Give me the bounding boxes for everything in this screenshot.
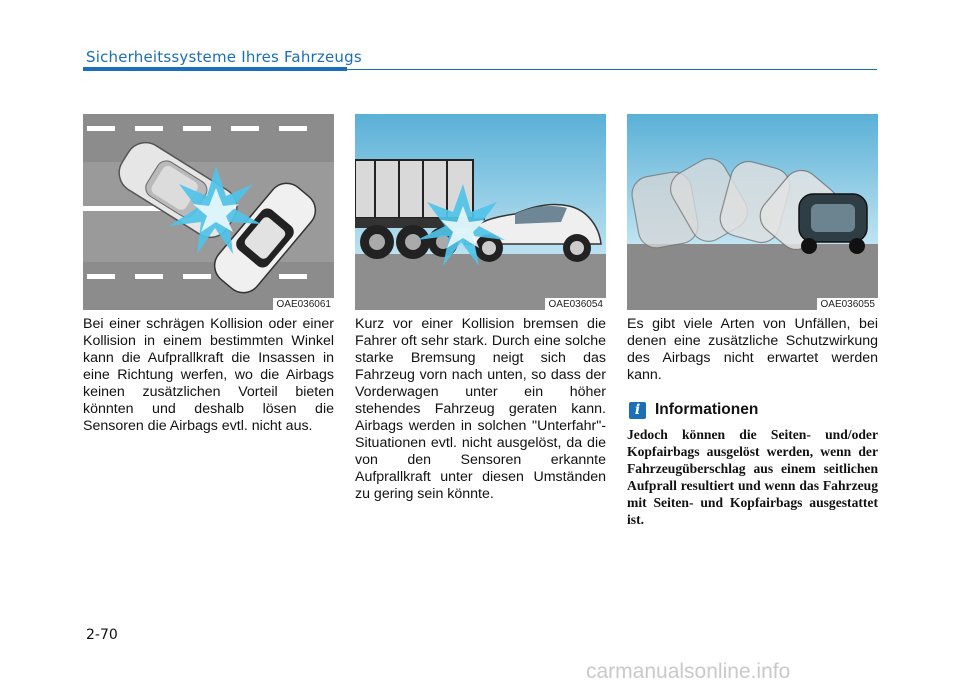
- info-header: [629, 399, 758, 421]
- info-icon: i: [629, 402, 646, 419]
- rollover-illustration: [627, 114, 878, 310]
- figure-code: OAE036054: [545, 298, 607, 310]
- column-2-text: Kurz vor einer Kollision bremsen die Fahrer oft sehr stark. Durch eine solche starke Bremsung neigt sich das Fahrzeug vorn nach unten, so dass der Vorderwagen unter ein höher stehendes Fahrzeug geraten kann. Airbags werden in solchen "Unterfahr"- Situationen evtl. nicht ausgelöst, da die von den Sensoren erkannte Aufprallkraft unter diesen Umständen zu gering sein könnte.: [355, 316, 606, 502]
- column-1-text: Bei einer schrägen Kollision oder einer Kollision in einem bestimmten Winkel kann die Aufprallkraft die Insassen in eine Richtung werfen, wo die Airbags keinen zusätzlichen Vorteil bieten könnten und deshalb lösen die Sensoren die Airbags evtl. nicht aus.: [83, 316, 334, 434]
- page-number: 2-70: [86, 627, 118, 643]
- underride-illustration: [355, 114, 606, 310]
- info-body: Jedoch können die Seiten- und/oder Kopfairbags ausgelöst werden, wenn der Fahrzeugüberschlag aus einem seitlichen Aufprall resultiert und wenn das Fahrzeug mit Seiten- und Kopfairbags ausgestattet ist.: [627, 427, 878, 527]
- figure-underride: [355, 114, 606, 310]
- oblique-collision-illustration: [83, 114, 334, 310]
- figure-oblique-collision: [83, 114, 334, 310]
- column-3-text: Es gibt viele Arten von Unfällen, bei denen eine zusätzliche Schutzwirkung des Airbags nicht erwartet werden kann.: [627, 316, 878, 383]
- header-rule: [347, 69, 877, 70]
- watermark: carmanualsonline.info: [586, 660, 791, 683]
- figure-rollover: [627, 114, 878, 310]
- info-title: Informationen: [655, 401, 759, 418]
- figure-code: OAE036061: [273, 298, 335, 310]
- header-bar: [83, 67, 347, 71]
- section-title: Sicherheitssysteme Ihres Fahrzeugs: [86, 48, 362, 66]
- figure-code: OAE036055: [817, 298, 879, 310]
